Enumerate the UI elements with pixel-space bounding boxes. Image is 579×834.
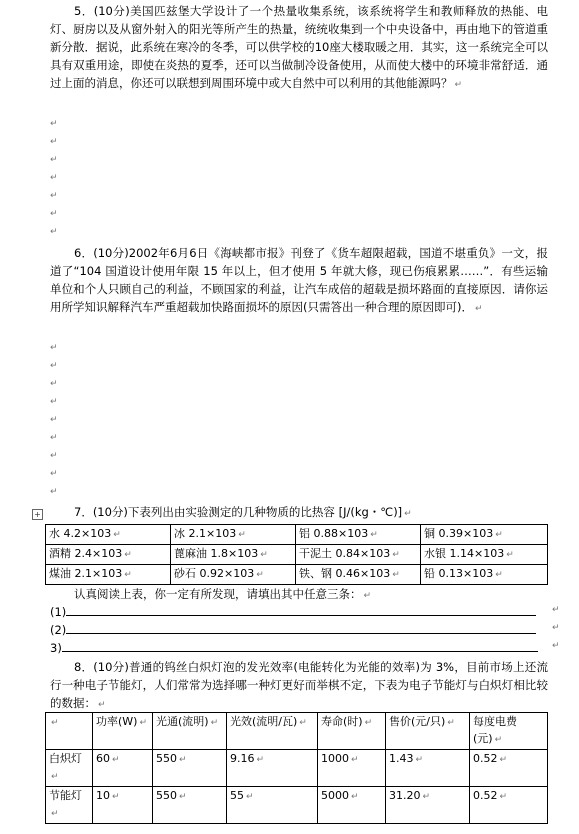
empty-paragraph: ↵ [50, 361, 58, 371]
empty-paragraph: ↵ [50, 451, 58, 461]
table-cell: 550 ↵ [153, 787, 227, 824]
table-cell: 0.52 ↵ [470, 750, 548, 787]
empty-paragraph: ↵ [50, 397, 58, 407]
table-header-cell: 光通(流明) ↵ [153, 713, 227, 750]
empty-paragraph: ↵ [50, 415, 58, 425]
table-row [46, 525, 548, 545]
table-cell: 9.16 ↵ [227, 750, 318, 787]
paragraph-mark: ↵ [552, 623, 560, 633]
table-cell: 节能灯↵ [46, 787, 93, 824]
table-header-cell: 寿命(时) ↵ [318, 713, 386, 750]
table-cell: 白炽灯↵ [46, 750, 93, 787]
empty-paragraph: ↵ [50, 433, 58, 443]
table-cell: 10 ↵ [93, 787, 153, 824]
answer-blank-1[interactable]: (1) [50, 603, 548, 621]
table-header-cell: 功率(W) ↵ [93, 713, 153, 750]
table-header-cell: 每度电费(元) ↵ [470, 713, 548, 750]
empty-paragraph: ↵ [50, 379, 58, 389]
table-cell: 55 ↵ [227, 787, 318, 824]
answer-blank-3[interactable]: 3) [50, 639, 548, 657]
specific-heat-table [45, 524, 548, 585]
table-cell: 1000 ↵ [318, 750, 386, 787]
table-cell: 酒精 2.4×103 ↵ [46, 545, 171, 565]
empty-paragraph: ↵ [50, 119, 58, 129]
table-header-cell: 光效(流明/瓦) ↵ [227, 713, 318, 750]
table-cell: 蓖麻油 1.8×103 ↵ [171, 545, 296, 565]
table-header-cell: 售价(元/只) ↵ [386, 713, 470, 750]
empty-paragraph: ↵ [50, 487, 58, 497]
table-cell: 铜 0.39×103 ↵ [421, 525, 548, 545]
paragraph-mark: ↵ [552, 641, 560, 651]
empty-paragraph: ↵ [50, 173, 58, 183]
question-7-instruction: 认真阅读上表，你一定有所发现，请填出其中任意三条： ↵ [74, 587, 372, 601]
table-cell: 1.43 ↵ [386, 750, 470, 787]
table-cell: 0.52 ↵ [470, 787, 548, 824]
paragraph-mark: ↵ [552, 605, 560, 615]
table-row [46, 750, 548, 787]
table-cell: 水 4.2×103 ↵ [46, 525, 171, 545]
table-cell: 砂石 0.92×103 ↵ [171, 565, 296, 585]
table-cell: 水银 1.14×103 ↵ [421, 545, 548, 565]
table-cell: 550 ↵ [153, 750, 227, 787]
table-cell: 60 ↵ [93, 750, 153, 787]
lamp-comparison-table [45, 712, 548, 824]
table-move-handle-icon[interactable]: + [32, 509, 43, 520]
empty-paragraph: ↵ [50, 469, 58, 479]
question-8-text: 8．(10分)普通的钨丝白炽灯泡的发光效率(电能转化为光能的效率)为 3%，目前市场上还流行一种电子节能灯，人们常常为选择哪一种灯更好而举棋不定，下表为电子节能灯与白炽灯相比较的数据： ↵ [50, 660, 548, 710]
table-row [46, 565, 548, 585]
table-header-row [46, 713, 548, 750]
question-5-text: 5．(10分)美国匹兹堡大学设计了一个热量收集系统，该系统将学生和教师释放的热能、电灯、厨房以及从窗外射入的阳光等所产生的热量，统统收集到一个中央设备中，再由地下的管道重新分散．据说，此系统在寒冷的冬季，可以供学校的10座大楼取暖之用．其实，这一系统完全可以具有双重用途，即使在炎热的夏季，还可以当做制冷设备使用，从而使大楼中的环境非常舒适．通过上面的消息，你还可以联想到周围环境中或大自然中可以利用的其他能源吗？ ↵ [50, 4, 548, 90]
table-cell: 煤油 2.1×103 ↵ [46, 565, 171, 585]
question-6-text: 6．(10分)2002年6月6日《海峡都市报》刊登了《货车超限超载，国道不堪重负》一文，报道了“104 国道设计使用年限 15 年以上，但才使用 5 年就大修，现已伤痕累累……”．有些运输单位和个人只顾自己的利益，不顾国家的利益，让汽车成倍的超载是损坏路面的直接原因．请你运用所学知识解释汽车严重超载加快路面损坏的原因(只需答出一种合理的原因即可)． ↵ [50, 246, 548, 314]
table-row [46, 787, 548, 824]
empty-paragraph: ↵ [50, 227, 58, 237]
empty-paragraph: ↵ [50, 155, 58, 165]
empty-paragraph: ↵ [50, 191, 58, 201]
table-row [46, 545, 548, 565]
table-cell: 干泥土 0.84×103 ↵ [296, 545, 421, 565]
answer-blank-2[interactable]: (2) [50, 621, 548, 639]
table-cell: 冰 2.1×103 ↵ [171, 525, 296, 545]
table-cell: 铅 0.13×103 ↵ [421, 565, 548, 585]
empty-paragraph: ↵ [50, 137, 58, 147]
table-header-cell: ↵ [46, 713, 93, 750]
empty-paragraph: ↵ [50, 343, 58, 353]
empty-paragraph: ↵ [50, 209, 58, 219]
table-cell: 铝 0.88×103 ↵ [296, 525, 421, 545]
table-cell: 铁、钢 0.46×103 ↵ [296, 565, 421, 585]
table-cell: 5000 ↵ [318, 787, 386, 824]
table-cell: 31.20 ↵ [386, 787, 470, 824]
question-7-text: 7．(10分)下表列出由实验测定的几种物质的比热容 [J/(kg・℃)] ↵ [74, 505, 412, 519]
